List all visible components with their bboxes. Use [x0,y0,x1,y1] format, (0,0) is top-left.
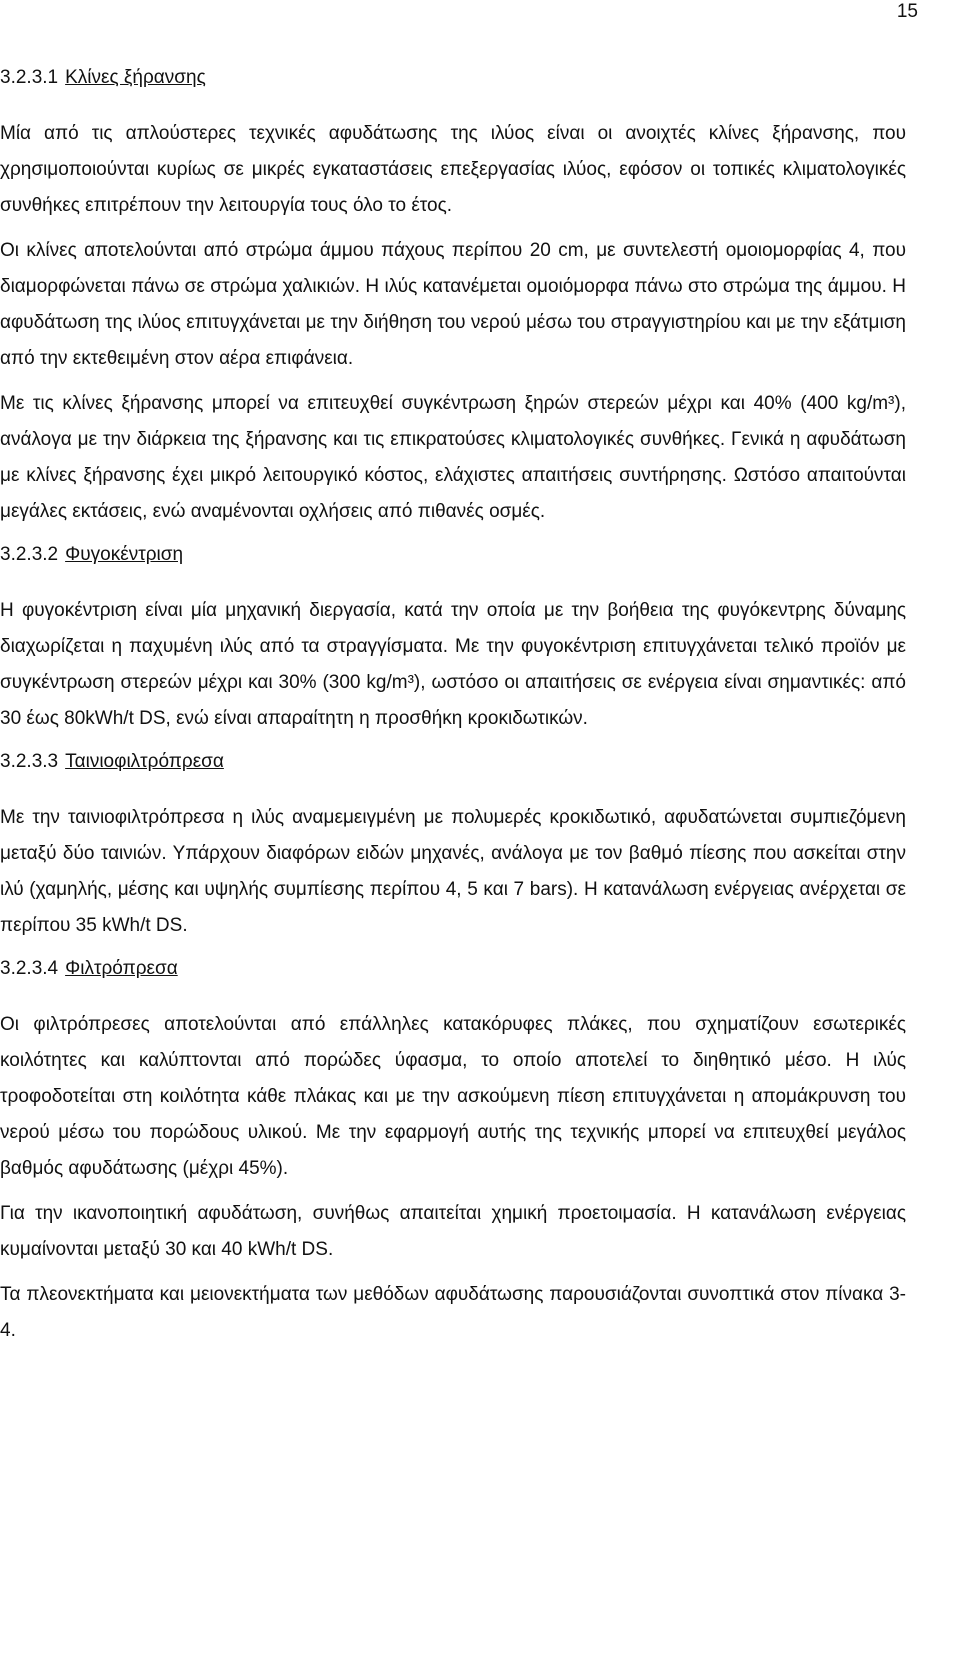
paragraph: Οι φιλτρόπρεσες αποτελούνται από επάλληλες κατακόρυφες πλάκες, που σχηματίζουν εσωτερικές κοιλότητες και καλύπτονται από πορώδες ύφασμα, το οποίο αποτελεί το διηθητικό μέσο. Η ιλύς τροφοδοτείται στη κοιλότητα κάθε πλάκας και με την ασκούμενη πίεση επιτυγχάνεται η απομάκρυνση του νερού μέσω του πορώδους υλικού. Με την εφαρμογή αυτής της τεχνικής μπορεί να επιτευχθεί μεγάλος βαθμός αφυδάτωσης (μέχρι 45%). [0,1014,906,1179]
section-number: 3.2.3.1 [0,67,59,88]
section-title: Κλίνες ξήρανσης [65,67,206,88]
section-heading [0,746,906,778]
paragraph: Η φυγοκέντριση είναι μία μηχανική διεργασία, κατά την οποία με την βοήθεια της φυγόκεντρης δύναμης διαχωρίζεται η παχυμένη ιλύς από τα στραγγίσματα. Με την φυγοκέντριση επιτυγχάνεται τελικό προϊόν με συγκέντρωση στερεών μέχρι και 30% (300 kg/m³), ωστόσο οι απαιτήσεις σε ενέργεια είναι σημαντικές: από 30 έως 80kWh/t DS, ενώ είναι απαραίτητη η προσθήκη κροκιδωτικών. [0,600,906,729]
paragraph: Τα πλεονεκτήματα και μειονεκτήματα των μεθόδων αφυδάτωσης παρουσιάζονται συνοπτικά στον πίνακα 3-4. [0,1284,906,1341]
paragraph: Μία από τις απλούστερες τεχνικές αφυδάτωσης της ιλύος είναι οι ανοιχτές κλίνες ξήρανσης, που χρησιμοποιούνται κυρίως σε μικρές εγκαταστάσεις επεξεργασίας ιλύος, εφόσον οι τοπικές κλιματολογικές συνθήκες επιτρέπουν την λειτουργία τους όλο το έτος. [0,123,906,216]
section-heading [0,539,906,571]
paragraph: Για την ικανοποιητική αφυδάτωση, συνήθως απαιτείται χημική προετοιμασία. Η κατανάλωση ενέργειας κυμαίνονται μεταξύ 30 και 40 kWh/t DS. [0,1203,906,1260]
section-heading [0,62,906,94]
section-number: 3.2.3.3 [0,751,59,772]
section-title: Φιλτρόπρεσα [65,958,178,979]
paragraph: Με τις κλίνες ξήρανσης μπορεί να επιτευχθεί συγκέντρωση ξηρών στερεών μέχρι και 40% (400 kg/m³), ανάλογα με την διάρκεια της ξήρανσης και τις επικρατούσες κλιματολογικές συνθήκες. Γενικά η αφυδάτωση με κλίνες ξήρανσης έχει μικρό λειτουργικό κόστος, ελάχιστες απαιτήσεις συντήρησης. Ωστόσο απαιτούνται μεγάλες εκτάσεις, ενώ αναμένονται οχλήσεις από πιθανές οσμές. [0,393,906,522]
section-number: 3.2.3.2 [0,544,59,565]
document-body [0,62,906,1349]
section-heading [0,953,906,985]
section-number: 3.2.3.4 [0,958,59,979]
section-title: Φυγοκέντριση [65,544,184,565]
section-title: Ταινιοφιλτρόπρεσα [65,751,224,772]
paragraph: Με την ταινιοφιλτρόπρεσα η ιλύς αναμεμειγμένη με πολυμερές κροκιδωτικό, αφυδατώνεται συμπιεζόμενη μεταξύ δύο ταινιών. Υπάρχουν διαφόρων ειδών μηχανές, ανάλογα με τον βαθμό πίεσης που ασκείται στην ιλύ (χαμηλής, μέσης και υψηλής συμπίεσης περίπου 4, 5 και 7 bars). Η κατανάλωση ενέργειας ανέρχεται σε περίπου 35 kWh/t DS. [0,807,906,936]
paragraph: Οι κλίνες αποτελούνται από στρώμα άμμου πάχους περίπου 20 cm, με συντελεστή ομοιομορφίας 4, που διαμορφώνεται πάνω σε στρώμα χαλικιών. Η ιλύς κατανέμεται ομοιόμορφα πάνω στο στρώμα της άμμου. Η αφυδάτωση της ιλύος επιτυγχάνεται με την διήθηση του νερού μέσω του στραγγιστηρίου και με την εξάτμιση από την εκτεθειμένη στον αέρα επιφάνεια. [0,240,906,369]
page-number: 15 [896,1,918,22]
